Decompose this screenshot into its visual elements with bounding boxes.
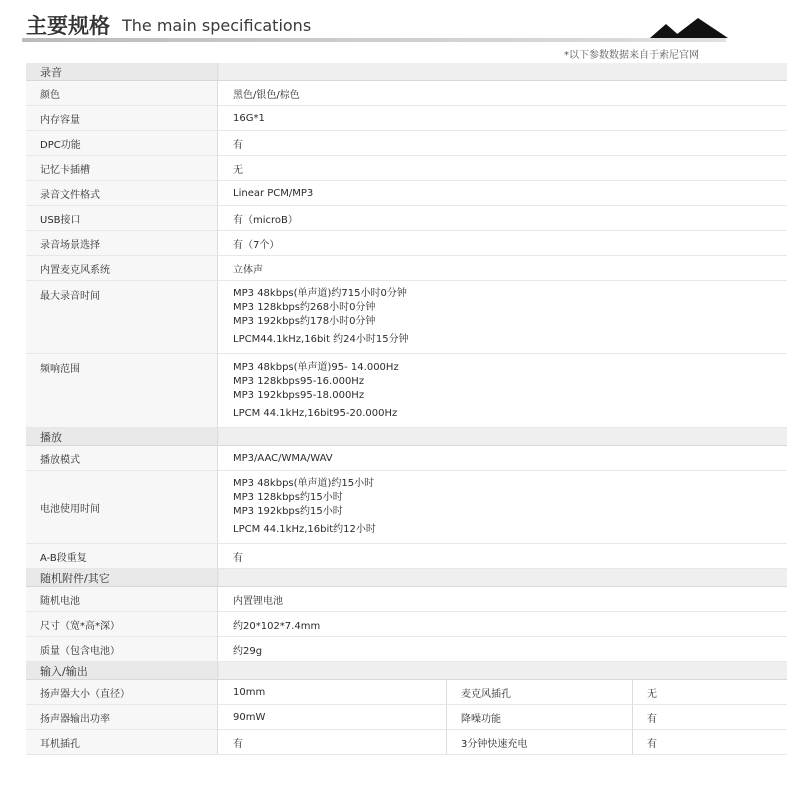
value-line: MP3 192kbps约15小时	[233, 506, 343, 517]
row-value: 约29g	[219, 637, 787, 661]
section-row-accessories	[26, 569, 787, 587]
row-label: 麦克风插孔	[447, 680, 633, 704]
row-value: MP3/AAC/WMA/WAV	[219, 446, 787, 470]
header-rule	[22, 38, 726, 42]
value-line: MP3 48kbps(单声道)95- 14.000Hz	[233, 361, 399, 373]
table-row	[26, 131, 787, 156]
spec-table	[26, 63, 787, 755]
section-fill	[219, 569, 787, 586]
table-row	[26, 354, 787, 428]
mountain-decoration-icon	[650, 16, 730, 42]
value-line: MP3 128kbps约15小时	[233, 492, 343, 503]
title-english: The main specifications	[122, 16, 312, 35]
table-row	[26, 281, 787, 354]
table-row	[26, 544, 787, 569]
row-label: 播放模式	[26, 446, 218, 470]
section-fill	[219, 428, 787, 445]
row-label: 扬声器大小（直径）	[26, 680, 218, 704]
row-value: 90mW	[219, 705, 447, 729]
table-row	[26, 637, 787, 662]
row-label: 3分钟快速充电	[447, 730, 633, 754]
value-line: MP3 128kbps95-16.000Hz	[233, 375, 365, 387]
source-note: *以下参数数据来自于索尼官网	[564, 50, 699, 61]
row-value: 有	[647, 738, 657, 750]
table-row	[26, 612, 787, 637]
table-row	[26, 181, 787, 206]
row-value-multiline	[219, 281, 787, 353]
row-label: 内置麦克风系统	[26, 256, 218, 280]
table-row	[26, 106, 787, 131]
row-value: 内置锂电池	[219, 587, 787, 611]
row-label: 录音场景选择	[26, 231, 218, 255]
section-label: 输入/输出	[26, 662, 218, 679]
section-label: 播放	[26, 428, 218, 445]
table-row	[26, 206, 787, 231]
row-label: 扬声器输出功率	[26, 705, 218, 729]
section-row-io	[26, 662, 787, 680]
row-value: 有	[219, 131, 787, 155]
table-row	[26, 156, 787, 181]
table-row	[26, 81, 787, 106]
value-line: LPCM 44.1kHz,16bit约12小时	[233, 524, 376, 535]
row-value: 有（7个）	[219, 231, 787, 255]
row-label: USB接口	[26, 206, 218, 230]
value-line: LPCM 44.1kHz,16bit95-20.000Hz	[233, 407, 398, 419]
table-row	[26, 471, 787, 544]
row-value-multiline	[219, 471, 787, 543]
row-value: 有（microB）	[219, 206, 787, 230]
row-value: 无	[219, 156, 787, 180]
row-label: 随机电池	[26, 587, 218, 611]
row-value: 有	[219, 730, 447, 754]
value-line: MP3 192kbps95-18.000Hz	[233, 389, 365, 401]
table-row	[26, 705, 787, 730]
row-value: 有	[219, 544, 787, 568]
row-value: 立体声	[219, 256, 787, 280]
row-value: 黑色/银色/棕色	[219, 81, 787, 105]
row-label: 频响范围	[26, 354, 218, 427]
row-label: 尺寸（宽*高*深）	[26, 612, 218, 636]
section-row-playback	[26, 428, 787, 446]
table-row	[26, 587, 787, 612]
row-value: 无	[647, 688, 657, 700]
table-row	[26, 446, 787, 471]
row-value: 10mm	[219, 680, 447, 704]
row-value: 有	[647, 713, 657, 725]
table-row	[26, 256, 787, 281]
row-label: 记忆卡插槽	[26, 156, 218, 180]
section-fill	[219, 63, 787, 80]
title-chinese: 主要规格	[26, 14, 110, 38]
row-label: 电池使用时间	[26, 471, 218, 543]
row-value: Linear PCM/MP3	[219, 181, 787, 205]
row-label: 耳机插孔	[26, 730, 218, 754]
value-line: MP3 192kbps约178小时0分钟	[233, 316, 376, 327]
section-label: 录音	[26, 63, 218, 80]
row-label: 质量（包含电池）	[26, 637, 218, 661]
row-label: DPC功能	[26, 131, 218, 155]
row-label: 录音文件格式	[26, 181, 218, 205]
section-fill	[219, 662, 787, 679]
value-line: MP3 128kbps约268小时0分钟	[233, 302, 376, 313]
row-label: 颜色	[26, 81, 218, 105]
table-row	[26, 231, 787, 256]
row-label: A-B段重复	[26, 544, 218, 568]
value-line: MP3 48kbps(单声道)约15小时	[233, 478, 375, 489]
row-label: 内存容量	[26, 106, 218, 130]
row-value: 约20*102*7.4mm	[219, 612, 787, 636]
section-row-recording	[26, 63, 787, 81]
table-row	[26, 680, 787, 705]
value-line: LPCM44.1kHz,16bit 约24小时15分钟	[233, 334, 409, 345]
row-value-multiline	[219, 354, 787, 427]
row-label: 最大录音时间	[26, 281, 218, 353]
section-label: 随机附件/其它	[26, 569, 218, 586]
row-label: 降噪功能	[447, 705, 633, 729]
value-line: MP3 48kbps(单声道)约715小时0分钟	[233, 288, 407, 299]
row-value: 16G*1	[219, 106, 787, 130]
table-row	[26, 730, 787, 755]
